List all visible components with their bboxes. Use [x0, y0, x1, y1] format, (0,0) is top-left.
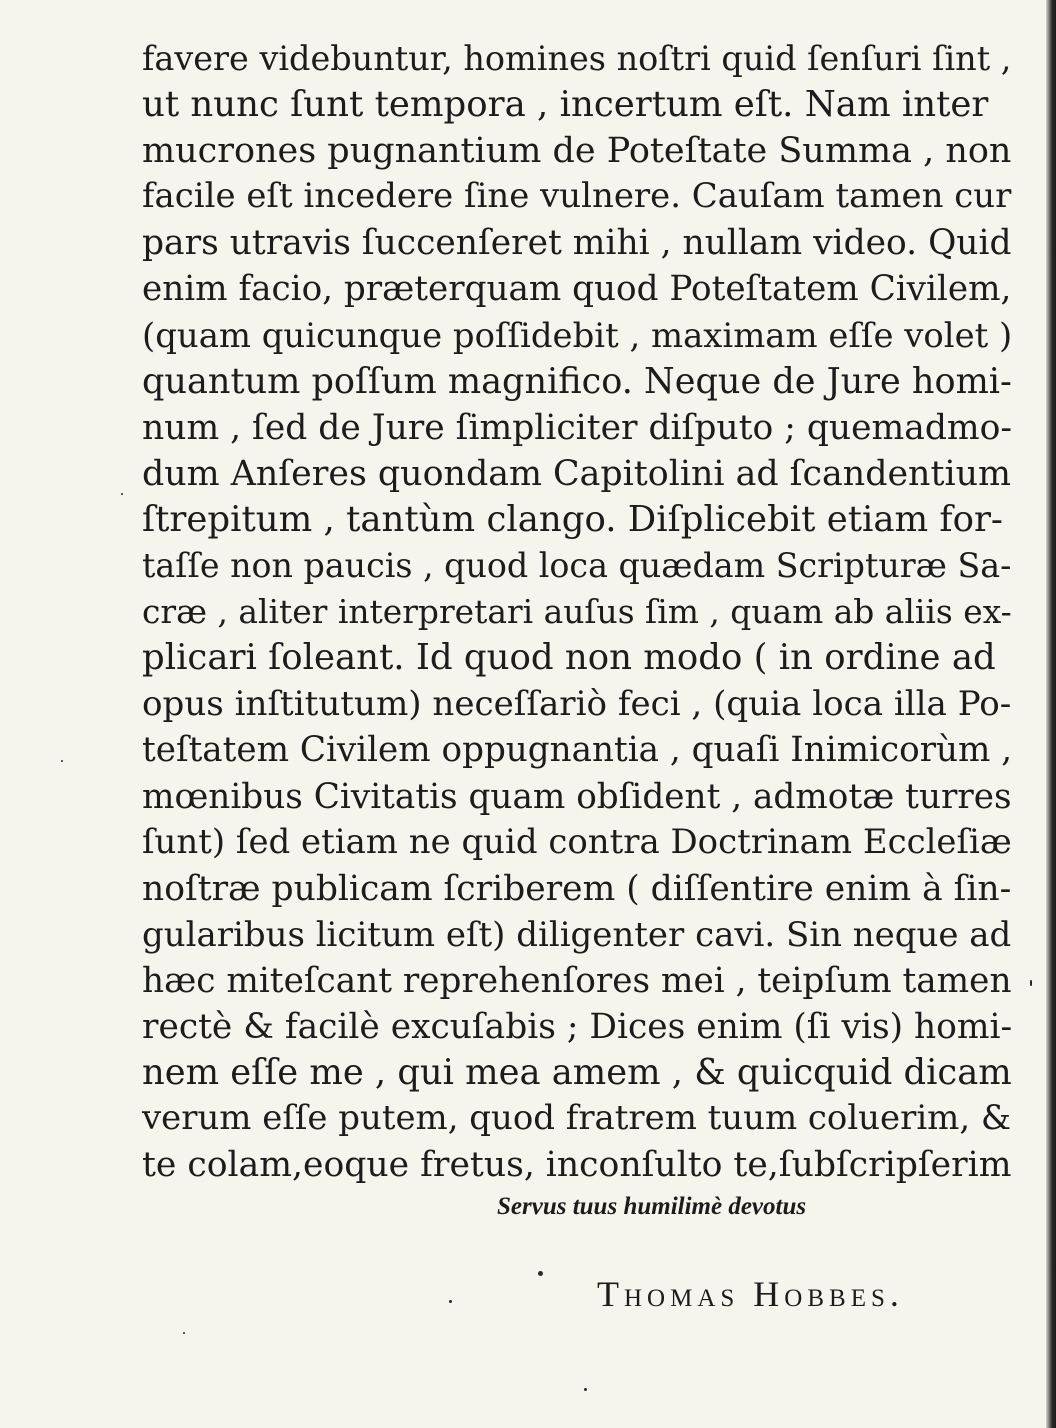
text-line: mucrones pugnantium de Poteſtate Summa , non: [142, 131, 1012, 172]
ink-speck: [449, 1300, 452, 1303]
text-line: favere videbuntur, homines noſtri quid ſenſuri ſint ,: [142, 39, 1012, 78]
ink-speck: [121, 493, 123, 495]
text-line: mœnibus Civitatis quam obſident , admotæ turres: [142, 776, 1012, 817]
text-line: te colam,eoque fretus, inconſulto te,ſubſcripſerim: [142, 1145, 1012, 1186]
text-line: dum Anſeres quondam Capitolini ad ſcandentium: [142, 453, 1011, 494]
text-line: facile eſt incedere ſine vulnere. Cauſam tamen cur: [142, 177, 1012, 217]
ink-speck: [538, 1271, 543, 1276]
ink-speck: [584, 1388, 587, 1391]
ink-speck: [61, 760, 63, 762]
text-line: gularibus licitum eſt) diligenter cavi. Sin neque ad: [142, 914, 1012, 955]
ink-speck: [183, 1332, 185, 1334]
text-line: enim facio, præterquam quod Poteſtatem Civilem,: [142, 269, 1012, 310]
text-line: ut nunc ſunt tempora , incertum eſt. Nam inter: [142, 84, 989, 126]
page-edge-shadow: [1046, 0, 1056, 1428]
text-line: hæc miteſcant reprehenſores mei , teipſum tamen: [142, 960, 1012, 1001]
text-line: noſtræ publicam ſcriberem ( diſſentire enim à ſin-: [142, 868, 1012, 909]
text-line: taſſe non paucis , quod loca quædam Scripturæ Sa-: [142, 546, 1012, 586]
text-line: ſtrepitum , tantùm clango. Diſplicebit etiam for-: [142, 498, 1003, 540]
text-line: (quam quicunque poſſidebit , maximam eſſe volet ): [142, 315, 1013, 355]
text-line: plicari ſoleant. Id quod non modo ( in ordine ad: [142, 637, 996, 679]
text-line: ſunt) ſed etiam ne quid contra Doctrinam Eccleſiæ: [142, 822, 1012, 862]
text-line: quantum poſſum magnifico. Neque de Jure homi-: [142, 360, 1012, 402]
text-line: pars utravis ſuccenſeret mihi , nullam video. Quid: [142, 223, 1012, 264]
letter-body: [142, 36, 1012, 1188]
text-line: cræ , aliter interpretari auſus ſim , quam ab aliis ex-: [142, 592, 1012, 632]
closing-salutation: Servus tuus humilimè devotus: [497, 1193, 807, 1220]
author-signature: Thomas Hobbes.: [597, 1274, 904, 1314]
text-line: rectè & facilè excuſabis ; Dices enim (ſi vis) homi-: [142, 1006, 1013, 1047]
text-line: num , ſed de Jure ſimpliciter diſputo ; quemadmo-: [142, 407, 1013, 448]
text-line: opus inſtitutum) neceſſariò feci , (quia loca illa Po-: [142, 684, 1012, 725]
text-line: teſtatem Civilem oppugnantia , quaſi Inimicorùm ,: [142, 730, 1013, 771]
ink-speck: [1030, 980, 1032, 986]
text-line: nem eſſe me , qui mea amem , & quicquid dicam: [142, 1052, 1012, 1094]
text-line: verum eſſe putem, quod fratrem tuum coluerim, &: [142, 1099, 1012, 1139]
